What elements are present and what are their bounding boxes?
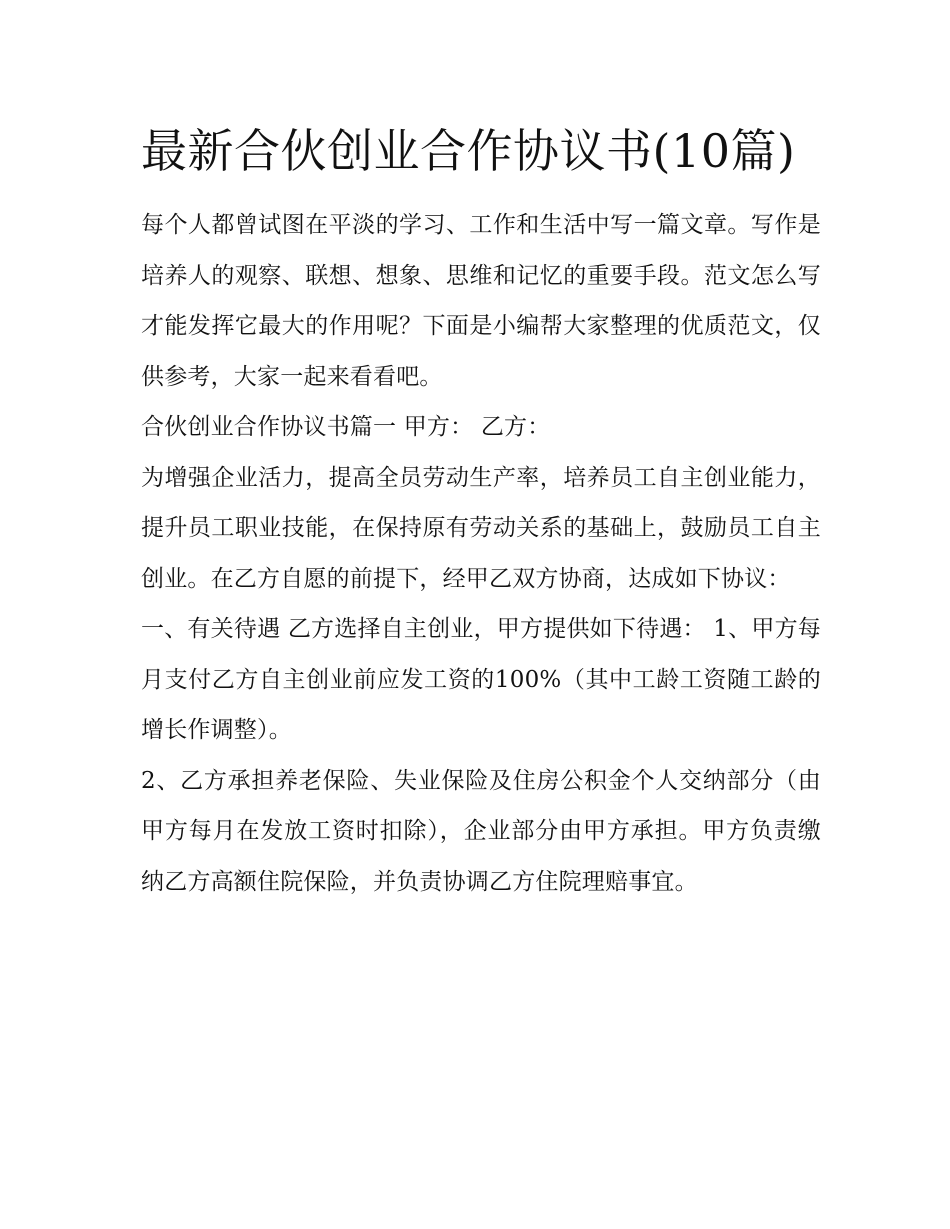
paragraph-section-heading: 合伙创业合作协议书篇一 甲方： 乙方： xyxy=(141,414,551,440)
document-title: 最新合伙创业合作协议书(10篇) xyxy=(141,124,796,178)
paragraph-clause-2: 2、乙方承担养老保险、失业保险及住房公积金个人交纳部分（由甲方每月在发放工资时扣除），企业部分由甲方承担。甲方负责缴纳乙方高额住院保险，并负责协调乙方住院理赔事宜。 xyxy=(141,767,821,895)
paragraph-intro: 每个人都曾试图在平淡的学习、工作和生活中写一篇文章。写作是培养人的观察、联想、想象、思维和记忆的重要手段。范文怎么写才能发挥它最大的作用呢？下面是小编帮大家整理的优质范文，仅供参考，大家一起来看看吧。 xyxy=(141,212,821,390)
document-body xyxy=(141,200,821,907)
document-content xyxy=(141,112,821,907)
paragraph-preamble: 为增强企业活力，提高全员劳动生产率，培养员工自主创业能力，提升员工职业技能，在保持原有劳动关系的基础上，鼓励员工自主创业。在乙方自愿的前提下，经甲乙双方协商，达成如下协议： xyxy=(141,464,821,592)
paragraph-clause-1: 一、有关待遇 乙方选择自主创业，甲方提供如下待遇： 1、甲方每月支付乙方自主创业前应发工资的100%（其中工龄工资随工龄的增长作调整）。 xyxy=(141,616,821,743)
